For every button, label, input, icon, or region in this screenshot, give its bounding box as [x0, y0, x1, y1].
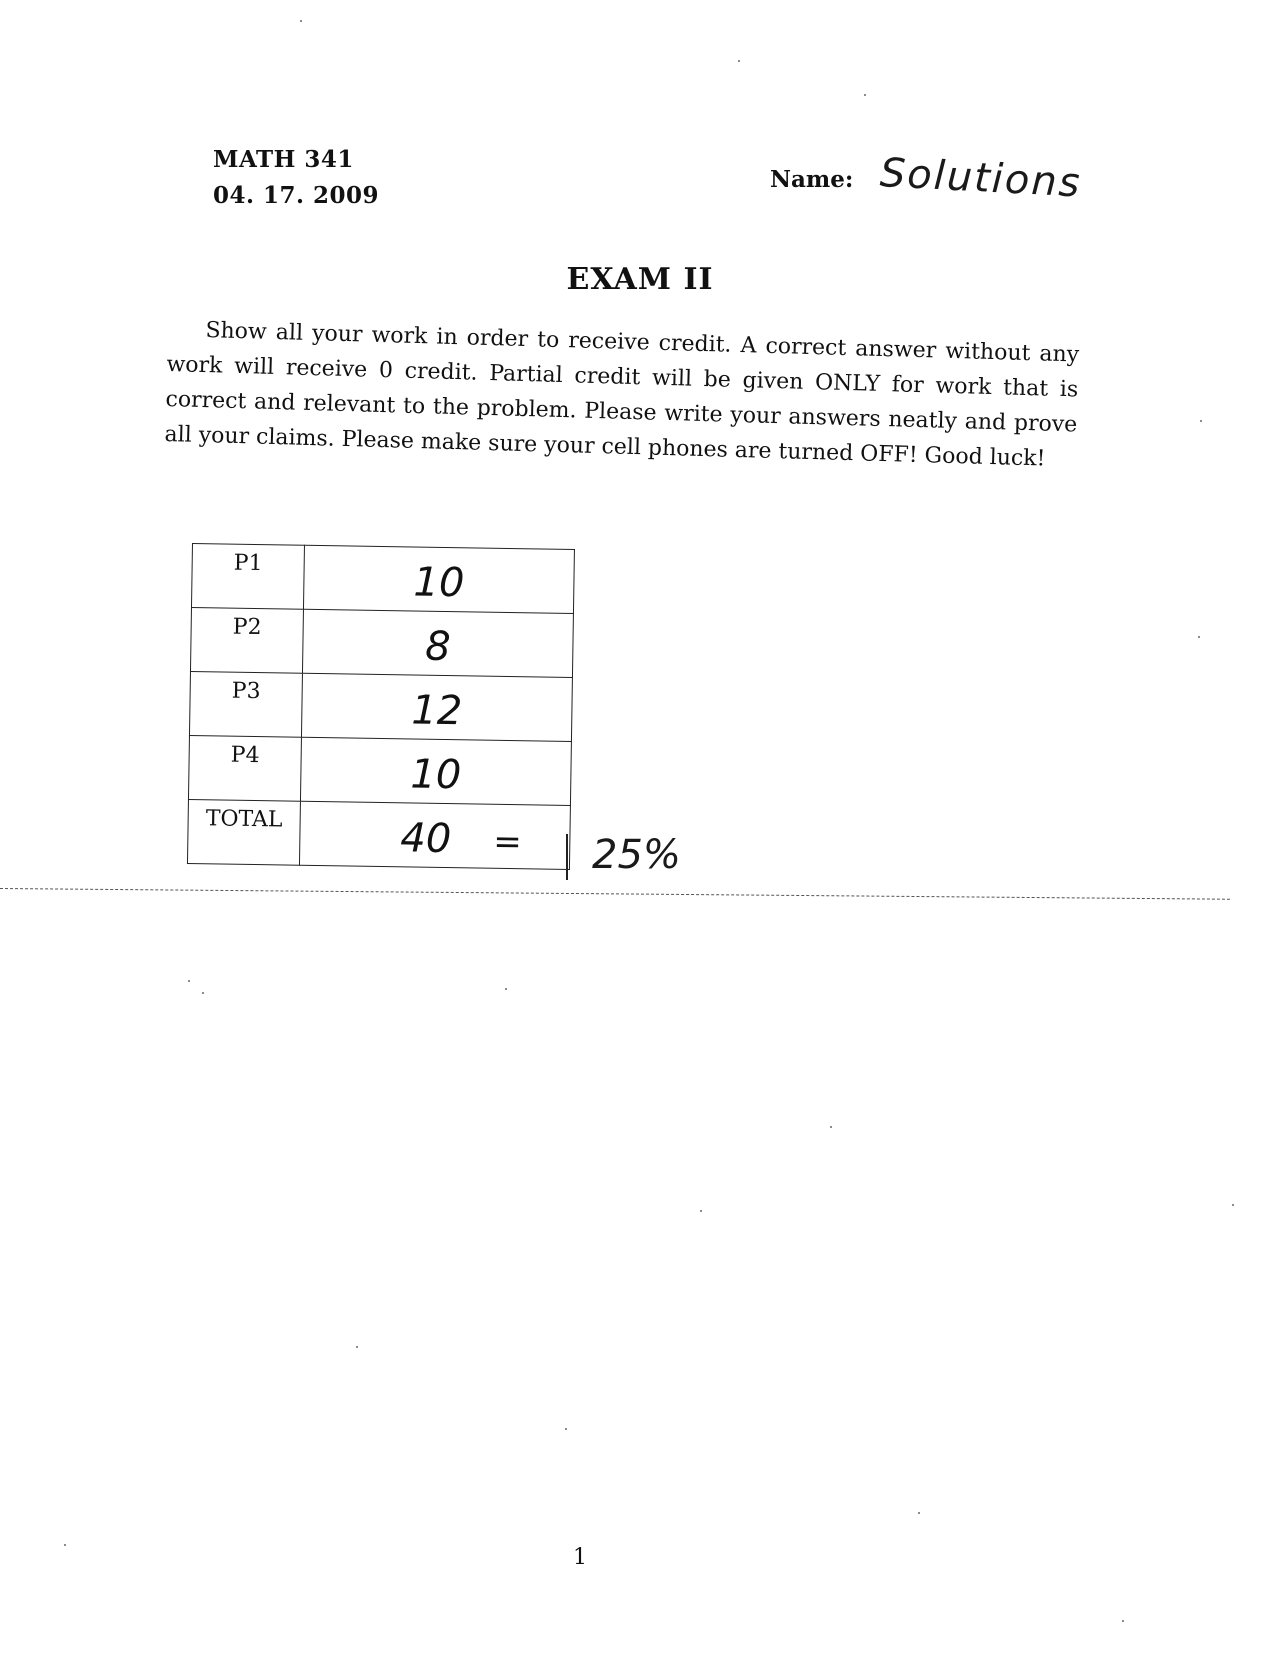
total-percent: 25% [592, 832, 681, 878]
course-code: MATH 341 [213, 146, 354, 173]
problem-label: P2 [190, 607, 303, 673]
table-row [190, 607, 573, 677]
score-table [187, 543, 575, 870]
scan-speck [864, 94, 866, 96]
scan-speck [738, 60, 740, 62]
scan-speck [565, 1428, 567, 1430]
scan-speck [64, 1544, 66, 1546]
scan-speck [356, 1346, 358, 1348]
scan-speck [700, 1210, 702, 1212]
table-row [189, 671, 572, 741]
name-handwritten: Solutions [878, 150, 1083, 207]
scan-speck [202, 992, 204, 994]
scan-speck [505, 988, 507, 990]
problem-score: 12 [301, 673, 572, 741]
scan-speck [1232, 1204, 1234, 1206]
scan-speck [1122, 1620, 1124, 1622]
scan-speck [830, 1126, 832, 1128]
dashed-divider [0, 888, 1230, 900]
exam-date: 04. 17. 2009 [213, 182, 380, 209]
problem-score: 10 [300, 737, 571, 805]
problem-label: P4 [188, 735, 301, 801]
total-score-cell [299, 801, 570, 869]
percent-bracket [566, 834, 568, 880]
problem-score: 8 [302, 609, 573, 677]
table-row [188, 735, 571, 805]
name-label: Name: [770, 166, 854, 193]
scan-speck [300, 20, 302, 22]
problem-label: P1 [191, 544, 304, 610]
exam-instructions: Show all your work in order to receive credit. A correct answer without any work will receive 0 credit. Partial credit will be given ONLY for work that is correct and relevant to the problem. Please write your answers neatly and prove all your claims. Please make sure your cell phones are turned OFF! Good luck! [164, 318, 1080, 472]
course-header [213, 142, 379, 214]
problem-label: P3 [189, 671, 302, 737]
page-number: 1 [573, 1545, 587, 1570]
exam-title: EXAM II [566, 262, 714, 297]
equals-sign: = [492, 821, 523, 863]
total-score: 40 [400, 815, 452, 863]
problem-score: 10 [303, 545, 574, 613]
scan-speck [918, 1512, 920, 1514]
scan-speck [1198, 636, 1200, 638]
table-row [191, 544, 574, 614]
total-label: TOTAL [187, 799, 300, 865]
scan-speck [188, 980, 190, 982]
table-row-total [187, 799, 570, 869]
scan-speck [1200, 420, 1202, 422]
